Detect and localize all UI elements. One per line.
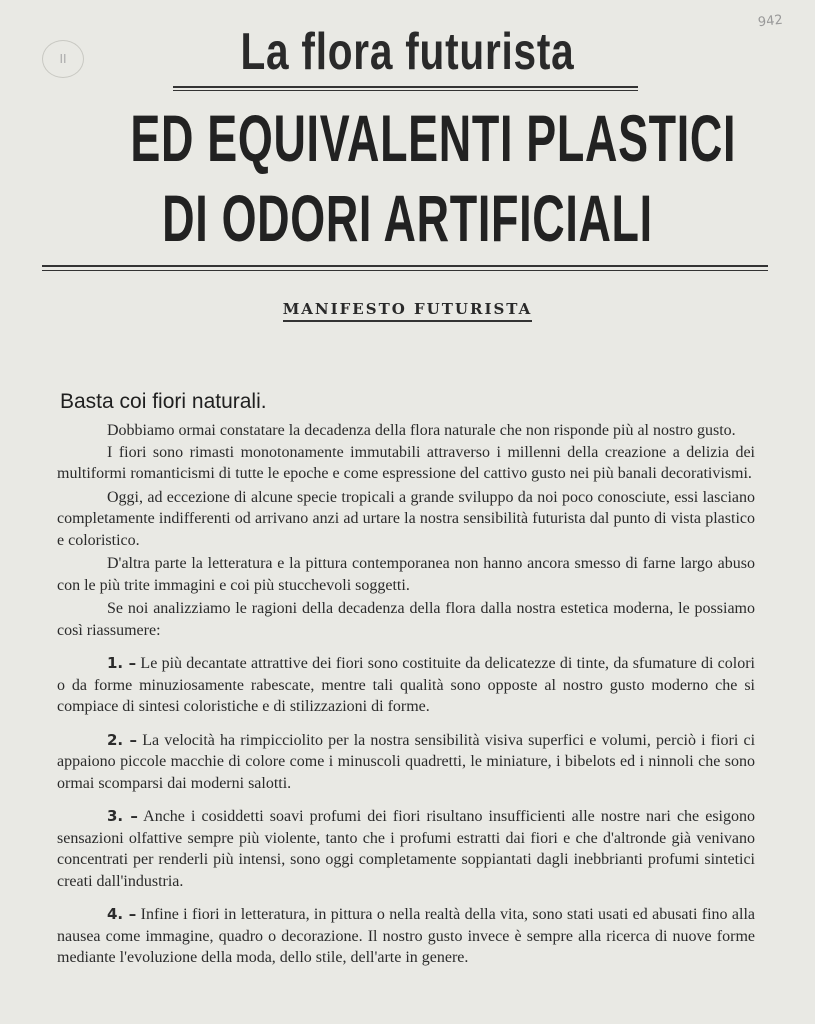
document-title: La flora futurista bbox=[240, 23, 575, 81]
title-rule-bottom bbox=[173, 90, 638, 91]
manifesto-body bbox=[57, 420, 755, 969]
handwritten-catalog-number: 942 bbox=[757, 12, 784, 31]
numbered-item bbox=[57, 653, 755, 718]
headline-rule-top bbox=[42, 265, 768, 267]
numbered-item bbox=[57, 730, 755, 795]
numbered-item bbox=[57, 806, 755, 892]
title-rule-top bbox=[173, 86, 638, 88]
item-number: 1. – bbox=[107, 654, 137, 672]
paragraph: Se noi analizziamo le ragioni della decadenza della flora dalla nostra estetica moderna, le possiamo così riassumere: bbox=[57, 600, 755, 639]
item-text: Le più decantate attrattive dei fiori sono costituite da delicatezze di tinte, da sfumature di colori o da forme minuziosamente rabescate, mentre tali qualità sono opposte al nostro gusto moderno che si compiace di sintesi coloristiche e di stilizzazioni di forme. bbox=[57, 655, 756, 715]
numbered-item bbox=[57, 904, 755, 969]
item-number: 3. – bbox=[107, 807, 138, 825]
headline-rule-bottom bbox=[42, 270, 768, 271]
circled-archive-mark: II bbox=[42, 40, 84, 78]
paragraph: D'altra parte la letteratura e la pittura contemporanea non hanno ancora smesso di farne largo abuso con le più trite immagini e coi più stucchevoli soggetti. bbox=[57, 555, 755, 594]
subtitle bbox=[0, 300, 815, 318]
paragraph: Dobbiamo ormai constatare la decadenza della flora naturale che non risponde più al nostro gusto. bbox=[107, 422, 736, 439]
headline-line-1: ED EQUIVALENTI PLASTICI bbox=[130, 101, 737, 175]
item-number: 4. – bbox=[107, 905, 137, 923]
item-text: Anche i cosiddetti soavi profumi dei fiori risultano insufficienti alle nostre nari che esigono sensazioni olfattive sempre più violente, tanto che i profumi estratti dai fiori e che d'altronde già venivano concentrati per renderli più intensi, sono oggi completamente soppiantati dagli inebbrianti profumi sintetici creati dall'industria. bbox=[57, 808, 756, 890]
section-heading: Basta coi fiori naturali. bbox=[60, 390, 267, 413]
item-text: Infine i fiori in letteratura, in pittura o nella realtà della vita, sono stati usati ed abusati fino alla nausea come immagine, quadro o decorazione. Il nostro gusto invece è sempre alla ricerca di nuove forme mediante l'evoluzione della moda, dello stile, dell'arte in genere. bbox=[57, 906, 756, 966]
paragraph: Oggi, ad eccezione di alcune specie tropicali a grande sviluppo da noi poco conosciute, essi lasciano completamente indifferenti od arrivano anzi ad urtare la nostra sensibilità futurista dal punto di vista plastico e coloristico. bbox=[57, 488, 755, 549]
subtitle-text: MANIFESTO FUTURISTA bbox=[283, 300, 533, 322]
paragraph: I fiori sono rimasti monotonamente immutabili attraverso i millenni della creazione a delizia dei multiformi romanticismi di tutte le epoche e come espressione del cattivo gusto nei più banali decorativismi. bbox=[57, 443, 755, 482]
item-text: La velocità ha rimpicciolito per la nostra sensibilità visiva superfici e volumi, perciò i fiori ci appaiono piccole macchie di colore come i minuscoli quadretti, le miniature, i bibelots ed i ninnoli che sono ormai scomparsi dai moderni salotti. bbox=[57, 731, 756, 792]
item-number: 2. – bbox=[107, 730, 138, 749]
headline-line-2: DI ODORI ARTIFICIALI bbox=[162, 181, 653, 255]
